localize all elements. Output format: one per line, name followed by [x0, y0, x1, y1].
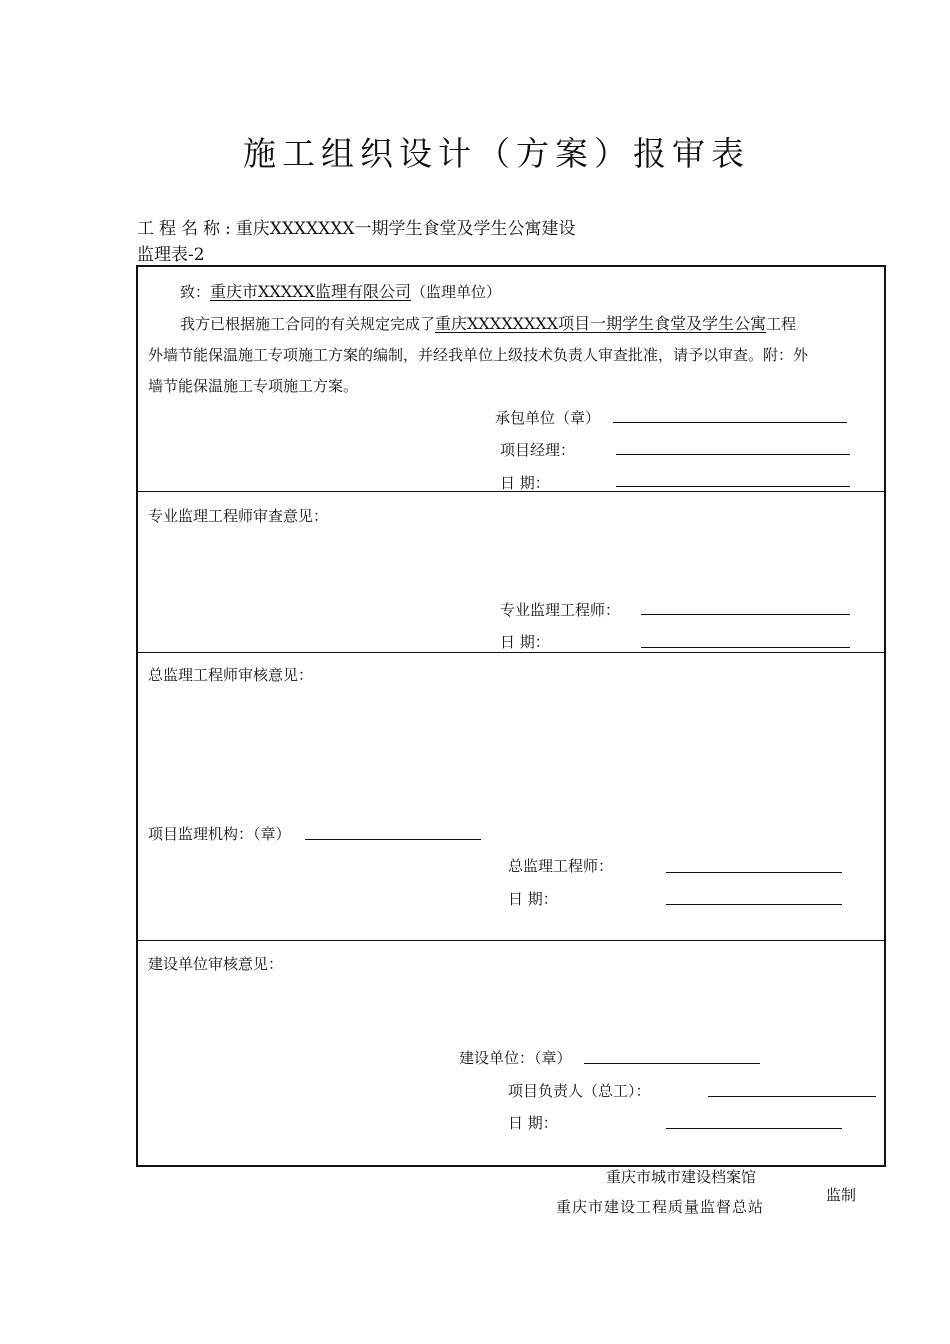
body-project-name[interactable]: 重庆XXXXXXXX项目一期学生食堂及学生公寓 [435, 314, 767, 333]
specialist-engineer-signature-line[interactable] [641, 614, 850, 615]
section-divider [138, 491, 884, 492]
contractor-label: 承包单位（章） [495, 409, 601, 427]
supervision-unit[interactable]: 重庆市XXXXX监理有限公司 [210, 282, 411, 301]
project-manager-label: 项目经理： [500, 441, 576, 459]
section-divider [138, 940, 884, 941]
project-name-value: 重庆XXXXXXX一期学生食堂及学生公寓建设 [235, 219, 576, 239]
project-manager-signature-line[interactable] [616, 454, 850, 455]
project-lead-signature-line[interactable] [708, 1096, 876, 1097]
addressee-line [180, 279, 501, 302]
form-number: 监理表-2 [137, 245, 205, 265]
addressee-prefix: 致： [180, 283, 211, 301]
chief-engineer-signature-line[interactable] [666, 872, 842, 873]
owner-unit-label: 建设单位：（章） [459, 1049, 572, 1067]
contractor-date-line[interactable] [616, 486, 850, 487]
owner-unit-seal-line[interactable] [584, 1063, 760, 1064]
contractor-signature-line[interactable] [613, 422, 847, 423]
specialist-engineer-label: 专业监理工程师： [500, 601, 621, 619]
engineer-review-heading: 专业监理工程师审查意见： [148, 507, 329, 525]
supervision-org-seal-line[interactable] [305, 839, 481, 840]
project-lead-label: 项目负责人（总工）： [508, 1082, 651, 1100]
chief-date-label: 日 期： [508, 890, 558, 908]
chief-date-line[interactable] [666, 904, 842, 905]
footer-archive: 重庆市城市建设档案馆 [606, 1168, 757, 1186]
project-name-label: 工程名称: [137, 219, 236, 239]
addressee-suffix: （监理单位） [410, 283, 501, 301]
contractor-date-label: 日 期： [500, 474, 550, 492]
section-divider [138, 652, 884, 653]
owner-date-label: 日 期： [508, 1114, 558, 1132]
submission-body-line2: 外墙节能保温施工专项施工方案的编制，并经我单位上级技术负责人审查批准，请予以审查。附：外 [148, 346, 809, 364]
supervision-org-label: 项目监理机构：（章） [148, 825, 291, 843]
page-title: 施工组织设计（方案）报审表 [243, 134, 750, 173]
owner-review-heading: 建设单位审核意见： [148, 955, 284, 973]
project-name-line [137, 214, 575, 239]
chief-engineer-label: 总监理工程师： [508, 857, 614, 875]
engineer-date-line[interactable] [641, 647, 850, 648]
chief-review-heading: 总监理工程师审核意见： [148, 666, 314, 684]
footer-supervised: 监制 [826, 1186, 857, 1204]
footer-supervision-station: 重庆市建设工程质量监督总站 [556, 1198, 765, 1216]
review-form-table [136, 265, 886, 1167]
submission-body-line1: 我方已根据施工合同的有关规定完成了重庆XXXXXXXX项目一期学生食堂及学生公寓工程 [180, 314, 797, 333]
engineer-date-label: 日 期： [500, 633, 550, 651]
submission-body-line3: 墙节能保温施工专项施工方案。 [148, 377, 359, 395]
owner-date-line[interactable] [666, 1128, 842, 1129]
